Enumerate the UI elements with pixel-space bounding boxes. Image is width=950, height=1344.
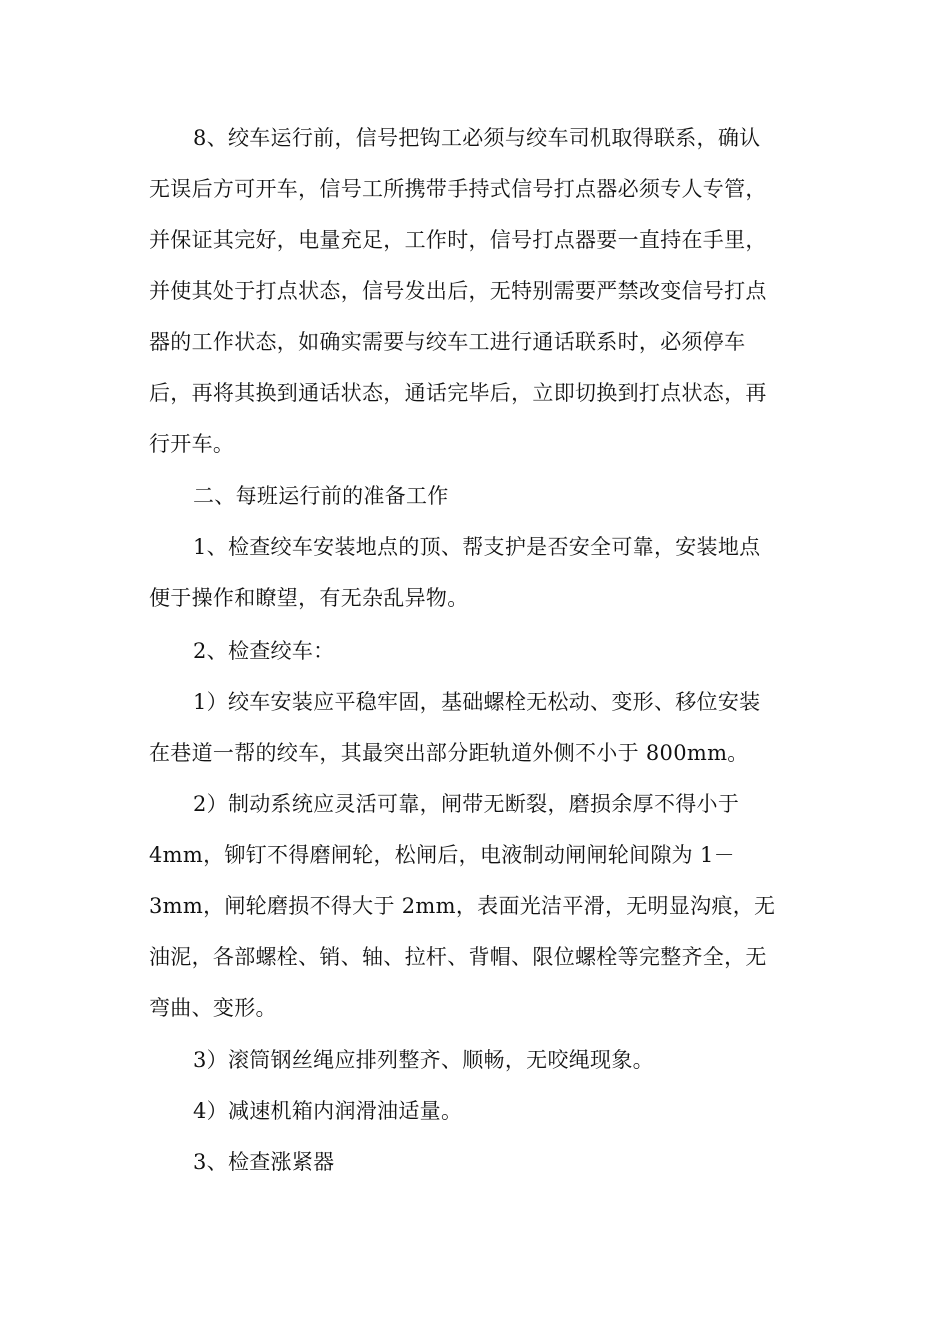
text-line: 并使其处于打点状态，信号发出后，无特别需要严禁改变信号打点	[149, 279, 767, 303]
text-line: 弯曲、变形。	[149, 996, 277, 1020]
text-line: 4mm，铆钉不得磨闸轮，松闸后，电液制动闸闸轮间隙为 1－	[149, 843, 735, 867]
text-line: 并保证其完好，电量充足，工作时，信号打点器要一直持在手里，	[149, 228, 767, 252]
text-line: 1）绞车安装应平稳牢固，基础螺栓无松动、变形、移位安装	[193, 690, 761, 714]
text-line: 1、检查绞车安装地点的顶、帮支护是否安全可靠，安装地点	[193, 535, 761, 559]
text-line: 行开车。	[149, 432, 235, 456]
text-line: 油泥，各部螺栓、销、轴、拉杆、背帽、限位螺栓等完整齐全，无	[149, 945, 767, 969]
text-line: 8、绞车运行前，信号把钩工必须与绞车司机取得联系，确认	[193, 126, 761, 150]
text-line: 后，再将其换到通话状态，通话完毕后，立即切换到打点状态，再	[149, 381, 767, 405]
text-line: 2）制动系统应灵活可靠，闸带无断裂，磨损余厚不得小于	[193, 792, 740, 816]
text-line: 器的工作状态，如确实需要与绞车工进行通话联系时，必须停车	[149, 330, 746, 354]
text-line: 4）减速机箱内润滑油适量。	[193, 1099, 463, 1123]
text-line: 3、检查涨紧器	[193, 1150, 335, 1174]
text-line: 2、检查绞车：	[193, 639, 335, 663]
text-line: 无误后方可开车，信号工所携带手持式信号打点器必须专人专管，	[149, 177, 767, 201]
text-line: 3）滚筒钢丝绳应排列整齐、顺畅，无咬绳现象。	[193, 1048, 654, 1072]
text-line: 在巷道一帮的绞车，其最突出部分距轨道外侧不小于 800mm。	[149, 741, 749, 765]
text-line: 便于操作和瞭望，有无杂乱异物。	[149, 586, 469, 610]
text-line: 3mm，闸轮磨损不得大于 2mm，表面光洁平滑，无明显沟痕，无	[149, 894, 776, 918]
section-heading: 二、每班运行前的准备工作	[193, 484, 449, 508]
